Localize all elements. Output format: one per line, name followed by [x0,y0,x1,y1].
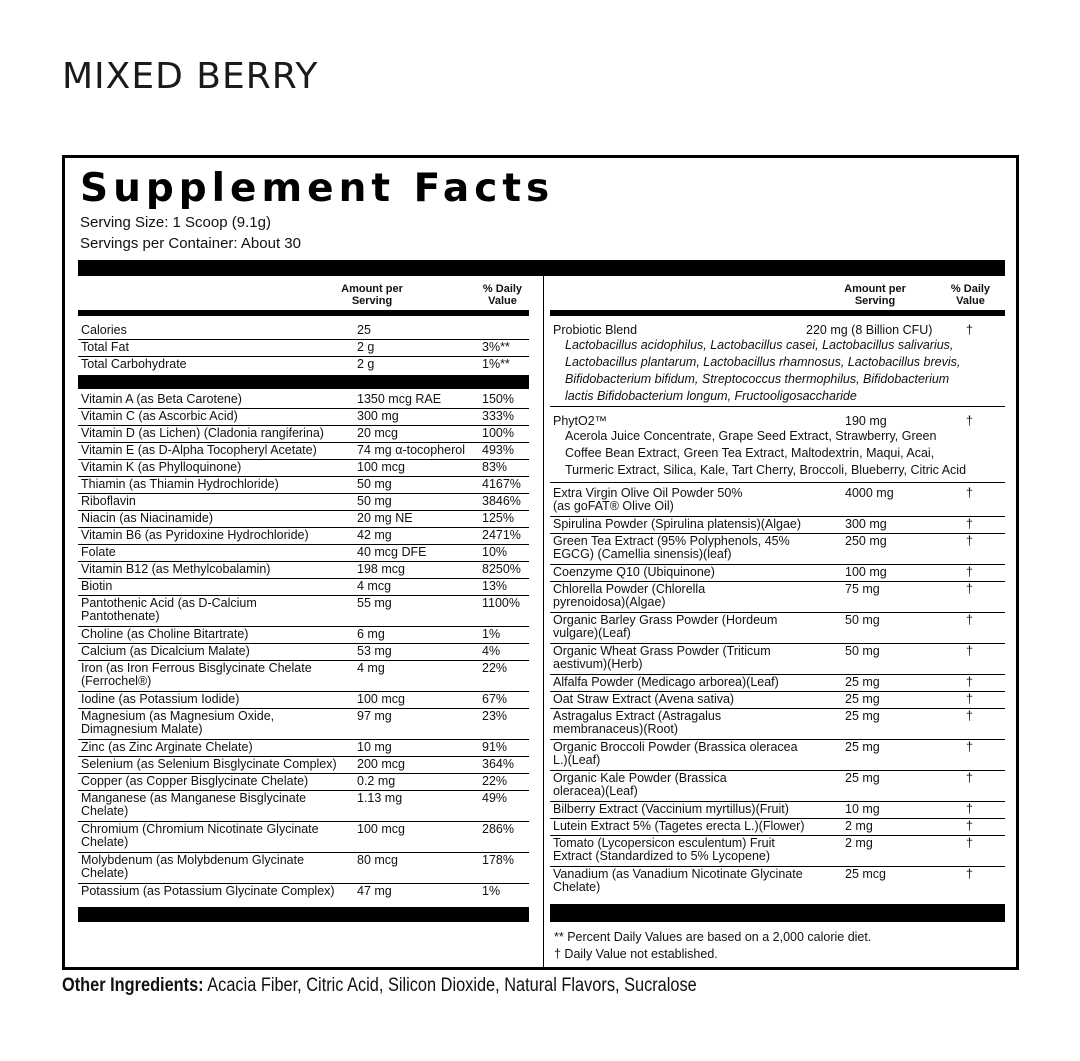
phyto-ingredient-line: Coffee Bean Extract, Green Tea Extract, Maltodextrin, Maqui, Acai, [565,446,935,460]
left-bottom-bar [78,907,529,922]
nutrient-amount: 53 mg [357,644,392,658]
nutrient-name: Bilberry Extract (Vaccinium myrtillus)(Fruit) [553,802,789,816]
nutrient-name: Copper (as Copper Bisglycinate Chelate) [81,774,309,788]
nutrient-name-line2: (Ferrochel®) [81,674,152,688]
nutrient-amount: 100 mcg [357,460,405,474]
nutrient-amount: 50 mg [845,644,880,658]
nutrient-amount: 50 mg [357,494,392,508]
left-nutrient-row [78,426,529,443]
right-col-dv-header: % Daily Value [950,283,991,307]
nutrient-amount: 10 mg [357,740,392,754]
row-divider [550,406,1005,407]
left-nutrient-row [78,757,529,774]
left-nutrient-row [78,528,529,545]
right-nutrient-row [550,709,1005,740]
right-nutrient-row [550,517,1005,534]
left-nutrient-row [78,562,529,579]
nutrient-name-line2: Dimagnesium Malate) [81,722,203,736]
nutrient-name: Manganese (as Manganese Bisglycinate [81,791,307,805]
nutrient-name: Zinc (as Zinc Arginate Chelate) [81,740,253,754]
left-nutrient-row [78,579,529,596]
probiotic-ingredient-line: Bifidobacterium bifidum, Streptococcus thermophilus, Bifidobacterium [565,372,950,386]
nutrient-name: Selenium (as Selenium Bisglycinate Complex) [81,757,337,771]
nutrient-daily-value: 83% [482,460,508,474]
footnote-daily-values: ** Percent Daily Values are based on a 2,000 calorie diet. [554,930,872,944]
nutrient-name: Tomato (Lycopersicon esculentum) Fruit [553,836,775,850]
nutrient-amount: 300 mg [357,409,399,423]
nutrient-daily-value: 8250% [482,562,521,576]
nutrient-daily-value: 178% [482,853,514,867]
left-nutrient-row [78,692,529,709]
nutrient-amount: 4 mcg [357,579,392,593]
nutrient-amount: 10 mg [845,802,880,816]
nutrient-amount: 2 g [357,340,375,354]
left-nutrient-row [78,460,529,477]
nutrient-name-line2: membranaceus)(Root) [553,722,679,736]
right-col-amount-header: Amount per Serving [844,283,906,307]
nutrient-amount: 6 mg [357,627,385,641]
nutrient-name: Iodine (as Potassium Iodide) [81,692,240,706]
nutrient-name: Organic Broccoli Powder (Brassica oleracea [553,740,798,754]
right-nutrient-row [550,740,1005,771]
nutrient-name: Organic Barley Grass Powder (Hordeum [553,613,778,627]
nutrient-name: Lutein Extract 5% (Tagetes erecta L.)(Flower) [553,819,805,833]
right-nutrient-row [550,819,1005,836]
row-divider [550,482,1005,483]
nutrient-amount: 25 mg [845,771,880,785]
right-nutrient-row [550,692,1005,709]
nutrient-daily-value: † [966,582,973,596]
left-nutrient-row [78,340,529,357]
nutrient-amount: 2 g [357,357,375,371]
nutrient-amount: 55 mg [357,596,392,610]
nutrient-daily-value: 493% [482,443,514,457]
right-nutrient-row [550,534,1005,565]
nutrient-daily-value: 333% [482,409,514,423]
nutrient-daily-value: 1% [482,627,501,641]
left-nutrient-row [78,661,529,692]
nutrient-amount: 300 mg [845,517,887,531]
nutrient-daily-value: 364% [482,757,514,771]
nutrient-daily-value: † [966,836,973,850]
right-nutrient-row [550,836,1005,867]
flavor-title: MIXED BERRY [62,56,319,97]
probiotic-ingredient-line: Lactobacillus acidophilus, Lactobacillus casei, Lactobacillus salivarius, [565,338,954,352]
nutrient-daily-value: † [966,771,973,785]
right-nutrient-row [550,644,1005,675]
nutrient-amount: 47 mg [357,884,392,898]
nutrient-name: Pantothenic Acid (as D-Calcium [81,596,257,610]
nutrient-name: Folate [81,545,116,559]
left-nutrient-row [78,791,529,822]
phyto-ingredient-line: Turmeric Extract, Silica, Kale, Tart Cherry, Broccoli, Blueberry, Citric Acid [565,463,967,477]
left-nutrient-row [78,392,529,409]
nutrient-name-line2: L.)(Leaf) [553,753,601,767]
left-nutrient-row [78,494,529,511]
nutrient-daily-value: † [966,867,973,881]
right-header-bar [550,310,1005,316]
probiotic-ingredient-line: lactis Bifidobacterium longum, Fructooligosaccharide [565,389,857,403]
left-nutrient-row [78,884,529,901]
left-nutrient-row [78,627,529,644]
nutrient-daily-value: † [966,740,973,754]
nutrient-name-line2: Pantothenate) [81,609,160,623]
nutrient-amount: 40 mcg DFE [357,545,427,559]
nutrient-name: Coenzyme Q10 (Ubiquinone) [553,565,715,579]
right-bottom-bar [550,904,1005,922]
nutrient-daily-value: † [966,565,973,579]
left-col-amount-header: Amount per Serving [341,283,403,307]
nutrient-daily-value: † [966,613,973,627]
nutrient-amount: 1.13 mg [357,791,403,805]
right-nutrient-row [550,613,1005,644]
left-nutrient-row [78,511,529,528]
right-nutrient-row [550,867,1005,898]
nutrient-name-line2: Chelate) [553,880,601,894]
nutrient-daily-value: 13% [482,579,508,593]
nutrient-name: Vitamin B12 (as Methylcobalamin) [81,562,271,576]
nutrient-name-line2: aestivum)(Herb) [553,657,643,671]
nutrient-amount: 25 mg [845,692,880,706]
nutrient-amount: 198 mcg [357,562,405,576]
probiotic-ingredient-line: Lactobacillus plantarum, Lactobacillus rhamnosus, Lactobacillus brevis, [565,355,961,369]
left-nutrient-row [78,853,529,884]
nutrient-daily-value: 1100% [482,596,520,610]
nutrient-name: Chromium (Chromium Nicotinate Glycinate [81,822,319,836]
nutrient-daily-value: 23% [482,709,508,723]
nutrient-amount: 2 mg [845,819,873,833]
nutrient-daily-value: † [966,486,973,500]
macros-separator-bar [78,375,529,389]
right-nutrient-row [550,565,1005,582]
phyto-name: PhytO2™ [553,414,608,428]
nutrient-amount: 75 mg [845,582,880,596]
left-nutrient-row [78,774,529,791]
nutrient-amount: 74 mg α-tocopherol [357,443,465,457]
nutrient-name: Organic Kale Powder (Brassica [553,771,727,785]
left-nutrient-row [78,409,529,426]
nutrient-name: Astragalus Extract (Astragalus [553,709,722,723]
other-ingredients-text: Acacia Fiber, Citric Acid, Silicon Dioxide, Natural Flavors, Sucralose [203,975,697,996]
nutrient-name: Total Carbohydrate [81,357,187,371]
nutrient-name: Riboflavin [81,494,136,508]
nutrient-name: Vitamin C (as Ascorbic Acid) [81,409,238,423]
nutrient-name: Molybdenum (as Molybdenum Glycinate [81,853,305,867]
nutrient-amount: 100 mcg [357,822,405,836]
left-nutrient-row [78,709,529,740]
nutrient-daily-value: 100% [482,426,514,440]
nutrient-daily-value: 150% [482,392,514,406]
nutrient-name: Magnesium (as Magnesium Oxide, [81,709,275,723]
nutrient-name-line2: Chelate) [81,804,129,818]
footnote-not-established: † Daily Value not established. [554,947,718,961]
nutrient-name: Vitamin B6 (as Pyridoxine Hydrochloride) [81,528,309,542]
nutrient-daily-value: 4167% [482,477,521,491]
nutrient-name-line2: Extract (Standardized to 5% Lycopene) [553,849,771,863]
nutrient-name: Chlorella Powder (Chlorella [553,582,706,596]
nutrient-daily-value: 10% [482,545,508,559]
nutrient-name: Thiamin (as Thiamin Hydrochloride) [81,477,279,491]
nutrient-name-line2: Chelate) [81,866,129,880]
nutrient-daily-value: 2471% [482,528,521,542]
phyto-ingredient-line: Acerola Juice Concentrate, Grape Seed Extract, Strawberry, Green [565,429,937,443]
nutrient-daily-value: 49% [482,791,508,805]
nutrient-daily-value: 22% [482,774,508,788]
left-nutrient-row [78,357,529,374]
nutrient-name: Vitamin D (as Lichen) (Cladonia rangiferina) [81,426,324,440]
nutrient-daily-value: 1%** [482,357,510,371]
serving-size: Serving Size: 1 Scoop (9.1g) [80,214,271,231]
other-ingredients-label: Other Ingredients: [62,975,204,996]
nutrient-amount: 25 mg [845,740,880,754]
left-nutrient-row [78,596,529,627]
phyto-amount: 190 mg [845,414,887,428]
right-nutrient-row [550,486,1005,517]
nutrient-name-line2: vulgare)(Leaf) [553,626,631,640]
right-nutrient-row [550,582,1005,613]
nutrient-amount: 42 mg [357,528,392,542]
nutrient-amount: 25 mg [845,675,880,689]
panel-title: Supplement Facts [80,166,555,211]
left-nutrient-row [78,545,529,562]
nutrient-daily-value: † [966,819,973,833]
nutrient-daily-value: † [966,644,973,658]
nutrient-amount: 25 mcg [845,867,886,881]
nutrient-name: Green Tea Extract (95% Polyphenols, 45% [553,534,790,548]
nutrient-amount: 250 mg [845,534,887,548]
nutrient-amount: 25 [357,323,371,337]
nutrient-amount: 50 mg [357,477,392,491]
nutrient-daily-value: † [966,709,973,723]
left-header-bar [78,310,529,316]
nutrient-name: Vitamin K (as Phylloquinone) [81,460,242,474]
left-nutrient-row [78,443,529,460]
nutrient-name: Potassium (as Potassium Glycinate Complex) [81,884,335,898]
nutrient-amount: 97 mg [357,709,392,723]
nutrient-daily-value: 286% [482,822,514,836]
nutrient-name: Oat Straw Extract (Avena sativa) [553,692,735,706]
nutrient-amount: 100 mg [845,565,887,579]
other-ingredients [62,975,697,997]
nutrient-amount: 80 mcg [357,853,398,867]
nutrient-daily-value: 3%** [482,340,510,354]
probiotic-amount: 220 mg (8 Billion CFU) [806,323,933,337]
left-nutrient-row [78,822,529,853]
nutrient-name-line2: oleracea)(Leaf) [553,784,638,798]
nutrient-amount: 200 mcg [357,757,405,771]
nutrient-amount: 4000 mg [845,486,894,500]
left-nutrient-row [78,477,529,494]
nutrient-daily-value: 67% [482,692,508,706]
nutrient-amount: 20 mg NE [357,511,413,525]
left-nutrient-row [78,740,529,757]
nutrient-amount: 50 mg [845,613,880,627]
nutrient-daily-value: 22% [482,661,508,675]
nutrient-name-line2: Chelate) [81,835,129,849]
column-divider [543,276,544,969]
nutrient-name: Vitamin A (as Beta Carotene) [81,392,242,406]
nutrient-daily-value: † [966,692,973,706]
probiotic-name: Probiotic Blend [553,323,638,337]
nutrient-name: Total Fat [81,340,129,354]
nutrient-name: Organic Wheat Grass Powder (Triticum [553,644,771,658]
nutrient-daily-value: 3846% [482,494,521,508]
nutrient-name: Extra Virgin Olive Oil Powder 50% [553,486,743,500]
left-nutrient-row [78,644,529,661]
right-nutrient-row [550,771,1005,802]
nutrient-name: Alfalfa Powder (Medicago arborea)(Leaf) [553,675,779,689]
top-thick-bar [78,260,1005,276]
right-nutrient-row [550,802,1005,819]
nutrient-name-line2: pyrenoidosa)(Algae) [553,595,666,609]
nutrient-daily-value: † [966,517,973,531]
nutrient-name-line2: (as goFAT® Olive Oil) [553,499,674,513]
left-nutrient-row [78,323,529,340]
nutrient-amount: 1350 mcg RAE [357,392,442,406]
nutrient-daily-value: 91% [482,740,508,754]
probiotic-daily-value: † [966,323,973,337]
nutrient-name: Vanadium (as Vanadium Nicotinate Glycinate [553,867,803,881]
nutrient-amount: 0.2 mg [357,774,396,788]
nutrient-name: Iron (as Iron Ferrous Bisglycinate Chelate [81,661,312,675]
nutrient-amount: 25 mg [845,709,880,723]
right-nutrient-row [550,675,1005,692]
nutrient-daily-value: 1% [482,884,501,898]
nutrient-name: Biotin [81,579,113,593]
servings-per-container: Servings per Container: About 30 [80,235,301,252]
nutrient-name: Choline (as Choline Bitartrate) [81,627,249,641]
nutrient-amount: 4 mg [357,661,385,675]
nutrient-name: Calories [81,323,127,337]
left-col-dv-header: % Daily Value [482,283,523,307]
nutrient-name: Niacin (as Niacinamide) [81,511,213,525]
nutrient-daily-value: † [966,675,973,689]
nutrient-daily-value: 4% [482,644,501,658]
nutrient-amount: 2 mg [845,836,873,850]
nutrient-name-line2: EGCG) (Camellia sinensis)(leaf) [553,547,732,561]
nutrient-daily-value: † [966,802,973,816]
nutrient-amount: 20 mcg [357,426,398,440]
supplement-facts-panel [62,155,1019,970]
nutrient-amount: 100 mcg [357,692,405,706]
phyto-daily-value: † [966,414,973,428]
nutrient-name: Spirulina Powder (Spirulina platensis)(Algae) [553,517,802,531]
nutrient-name: Calcium (as Dicalcium Malate) [81,644,250,658]
nutrient-name: Vitamin E (as D-Alpha Tocopheryl Acetate) [81,443,317,457]
nutrient-daily-value: † [966,534,973,548]
nutrient-daily-value: 125% [482,511,514,525]
